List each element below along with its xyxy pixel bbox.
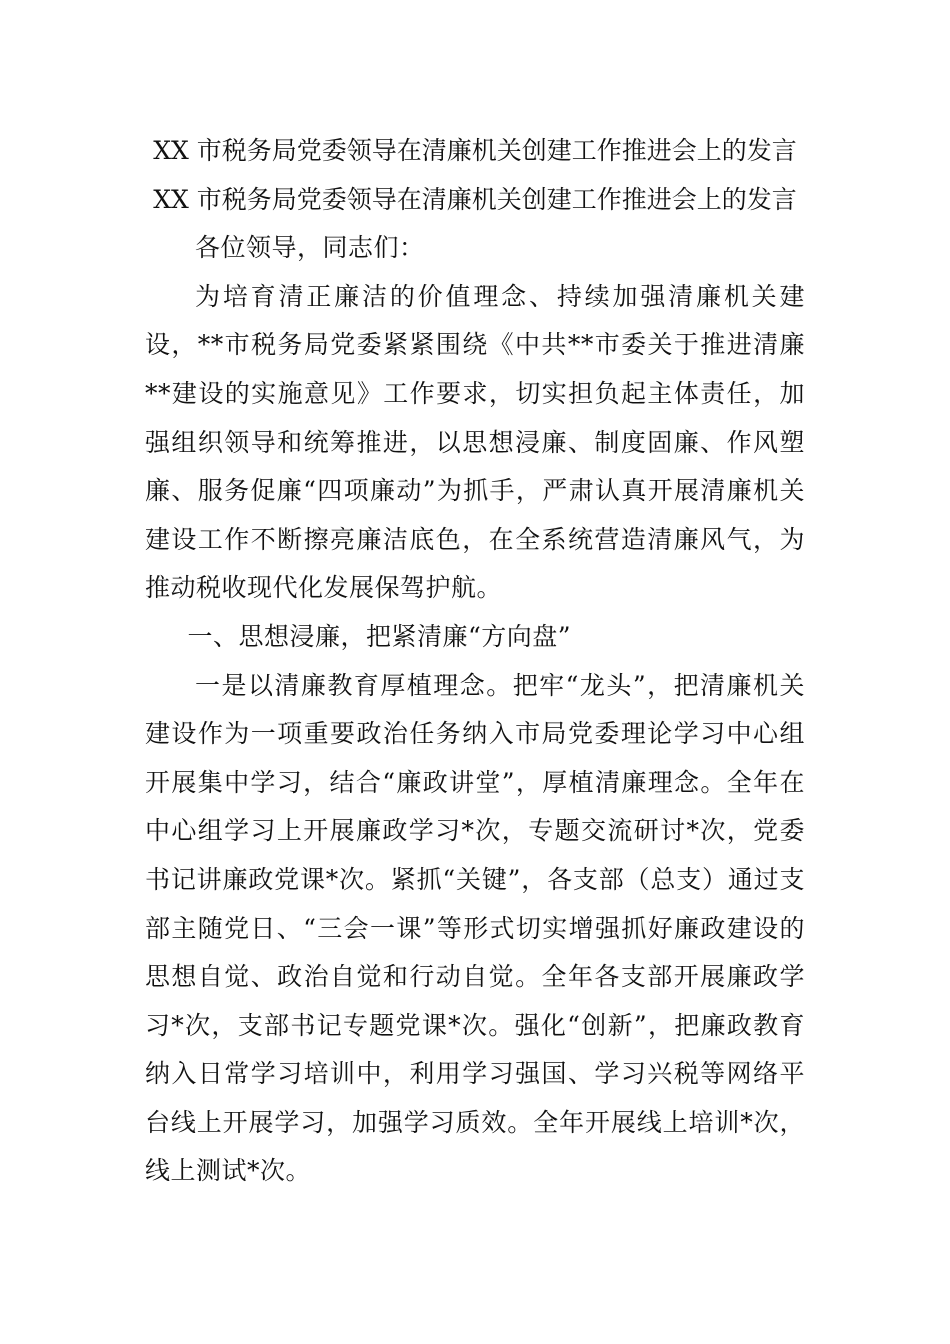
salutation: 各位领导，同志们： — [195, 233, 425, 263]
document-body — [145, 127, 805, 1196]
document-title-line-1: XX 市税务局党委领导在清廉机关创建工作推进会上的发言 — [153, 136, 797, 165]
intro-paragraph: 为培育清正廉洁的价值理念、持续加强清廉机关建设，**市税务局党委紧紧围绕《中共**市委关于推进清廉**建设的实施意见》工作要求，切实担负起主体责任，加强组织领导和统筹推进，以思想浸廉、制度固廉、作风塑廉、服务促廉“四项廉动”为抓手，严肃认真开展清廉机关建设工作不断擦亮廉洁底色，在全系统营造清廉风气，为推动税收现代化发展保驾护航。 — [145, 281, 805, 603]
document-title-line-2: XX 市税务局党委领导在清廉机关创建工作推进会上的发言 — [153, 184, 797, 214]
section-1-paragraph: 一是以清廉教育厚植理念。把牢“龙头”，把清廉机关建设作为一项重要政治任务纳入市局党委理论学习中心组开展集中学习，结合“廉政讲堂”，厚植清廉理念。全年在中心组学习上开展廉政学习*次，专题交流研讨*次，党委书记讲廉政党课*次。紧抓“关键”，各支部（总支）通过支部主随党日、“三会一课”等形式切实增强抓好廉政建设的思想自觉、政治自觉和行动自觉。全年各支部开展廉政学习*次，支部书记专题党课*次。强化“创新”，把廉政教育纳入日常学习培训中，利用学习强国、学习兴税等网络平台线上开展学习，加强学习质效。全年开展线上培训*次，线上测试*次。 — [145, 670, 805, 1186]
section-1-heading: 一、思想浸廉，把紧清廉“方向盘” — [187, 621, 572, 651]
